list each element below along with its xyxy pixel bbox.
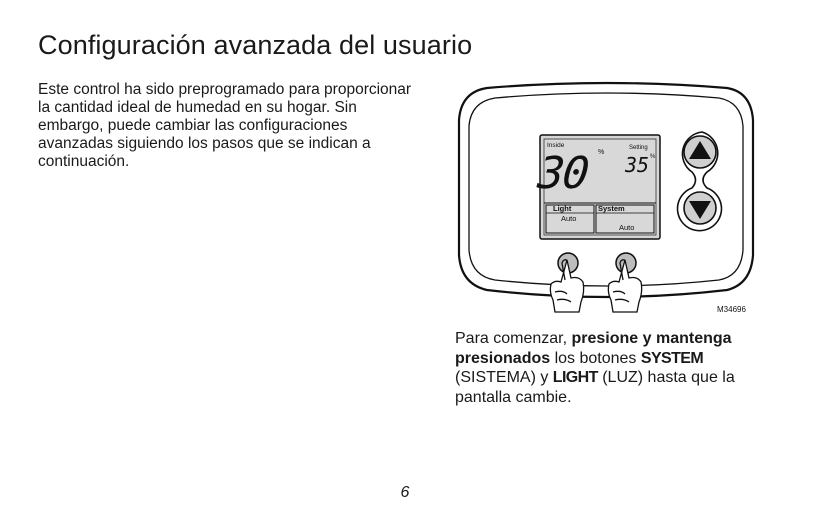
caption-bold-1: presione y mantenga presionados [455,330,732,367]
setting-unit: % [650,154,656,160]
caption-light-keyword: LIGHT [552,369,598,386]
system-value: Auto [619,223,635,232]
caption-text-4: (LUZ) hasta que la pantalla cambie. [455,369,735,406]
inside-label: Inside [547,142,565,149]
figure-code: M34696 [717,305,746,314]
instruction-caption [455,329,765,407]
up-button[interactable] [684,136,716,168]
inside-unit: % [598,149,605,156]
setting-value: 35 [625,153,650,177]
thermostat-illustration [455,80,760,320]
system-label: System [598,204,625,213]
caption-system-keyword: SYSTEM [640,349,704,367]
setting-label: Setting [629,145,648,151]
page-title: Configuración avanzada del usuario [38,30,473,60]
down-button[interactable] [684,192,716,224]
inside-value: 30 [535,148,590,199]
caption-text-2: los botones [550,349,641,367]
light-value: Auto [561,214,577,223]
light-label: Light [553,204,572,213]
page-number: 6 [400,484,410,501]
intro-paragraph: Este control ha sido preprogramado para proporcionar la cantidad ideal de humedad en su hogar. Sin embargo, puede cambiar las configuraciones avanzadas siguiendo los pasos que se indican a continuación. [38,81,412,170]
caption-text-1: Para comenzar, [455,330,572,347]
caption-text-3: (SISTEMA) y [455,369,553,386]
